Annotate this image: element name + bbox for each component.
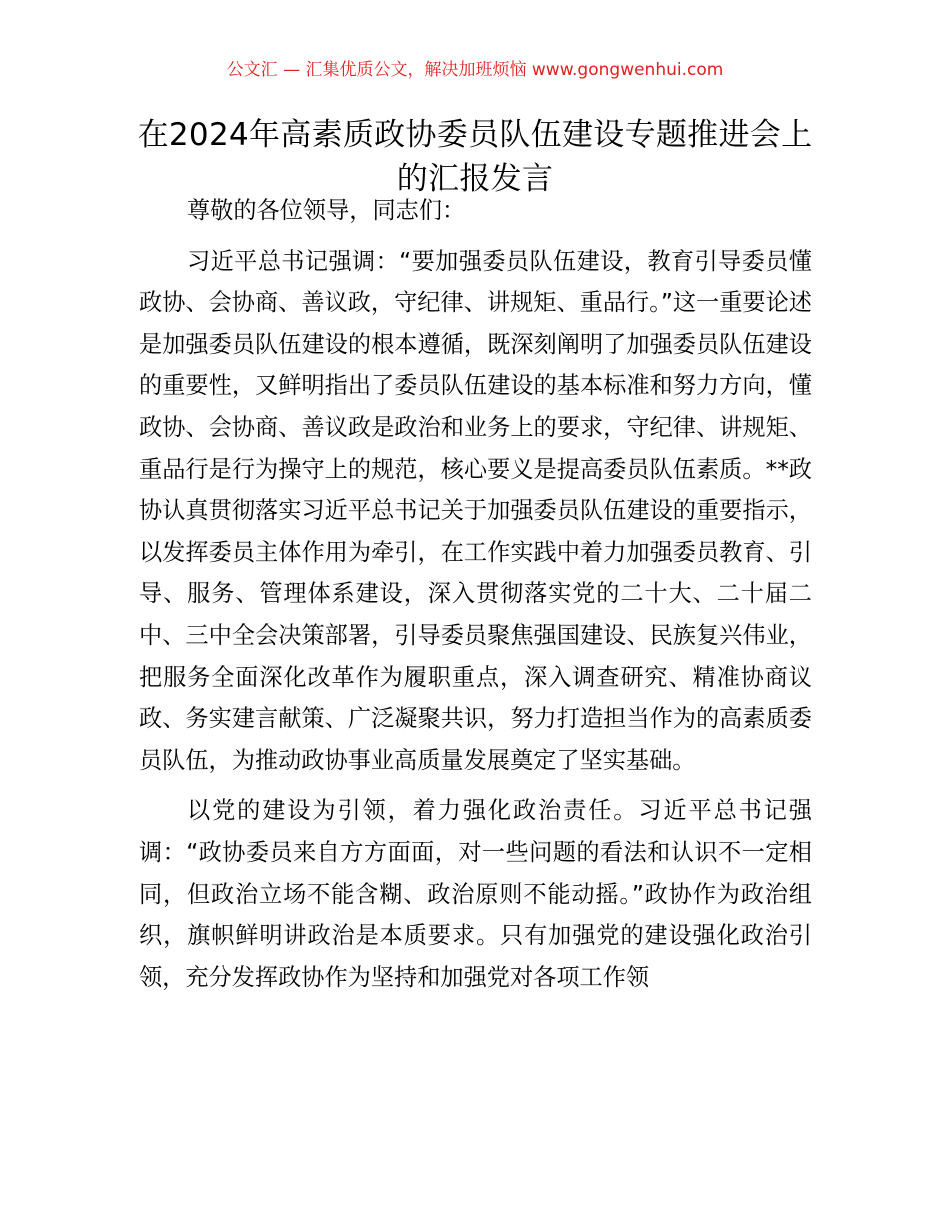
header-banner[interactable]: 公文汇 — 汇集优质公文，解决加班烦恼 www.gongwenhui.com [226,60,724,80]
document-body [139,190,812,1007]
body-paragraph: 习近平总书记强调：“要加强委员队伍建设，教育引导委员懂政协、会协商、善议政，守纪律、讲规矩、重品行。”这一重要论述是加强委员队伍建设的根本遵循，既深刻阐明了加强委员队伍建设的重要性，又鲜明指出了委员队伍建设的基本标准和努力方向，懂政协、会协商、善议政是政治和业务上的要求，守纪律、讲规矩、重品行是行为操守上的规范，核心要义是提高委员队伍素质。**政协认真贯彻落实习近平总书记关于加强委员队伍建设的重要指示，以发挥委员主体作用为牵引，在工作实践中着力加强委员教育、引导、服务、管理体系建设，深入贯彻落实党的二十大、二十届二中、三中全会决策部署，引导委员聚焦强国建设、民族复兴伟业，把服务全面深化改革作为履职重点，深入调查研究、精准协商议政、务实建言献策、广泛凝聚共识，努力打造担当作为的高素质委员队伍，为推动政协事业高质量发展奠定了坚实基础。 [139,247,812,774]
document-title: 在2024年高素质政协委员队伍建设专题推进会上的汇报发言 [137,117,813,197]
body-paragraph: 以党的建设为引领，着力强化政治责任。习近平总书记强调：“政协委员来自方方面面，对一些问题的看法和认识不一定相同，但政治立场不能含糊、政治原则不能动摇。”政协作为政治组织，旗帜鲜明讲政治是本质要求。只有加强党的建设强化政治引领，充分发挥政协作为坚持和加强党对各项工作领 [139,797,812,991]
greeting: 尊敬的各位领导，同志们： [187,197,466,224]
